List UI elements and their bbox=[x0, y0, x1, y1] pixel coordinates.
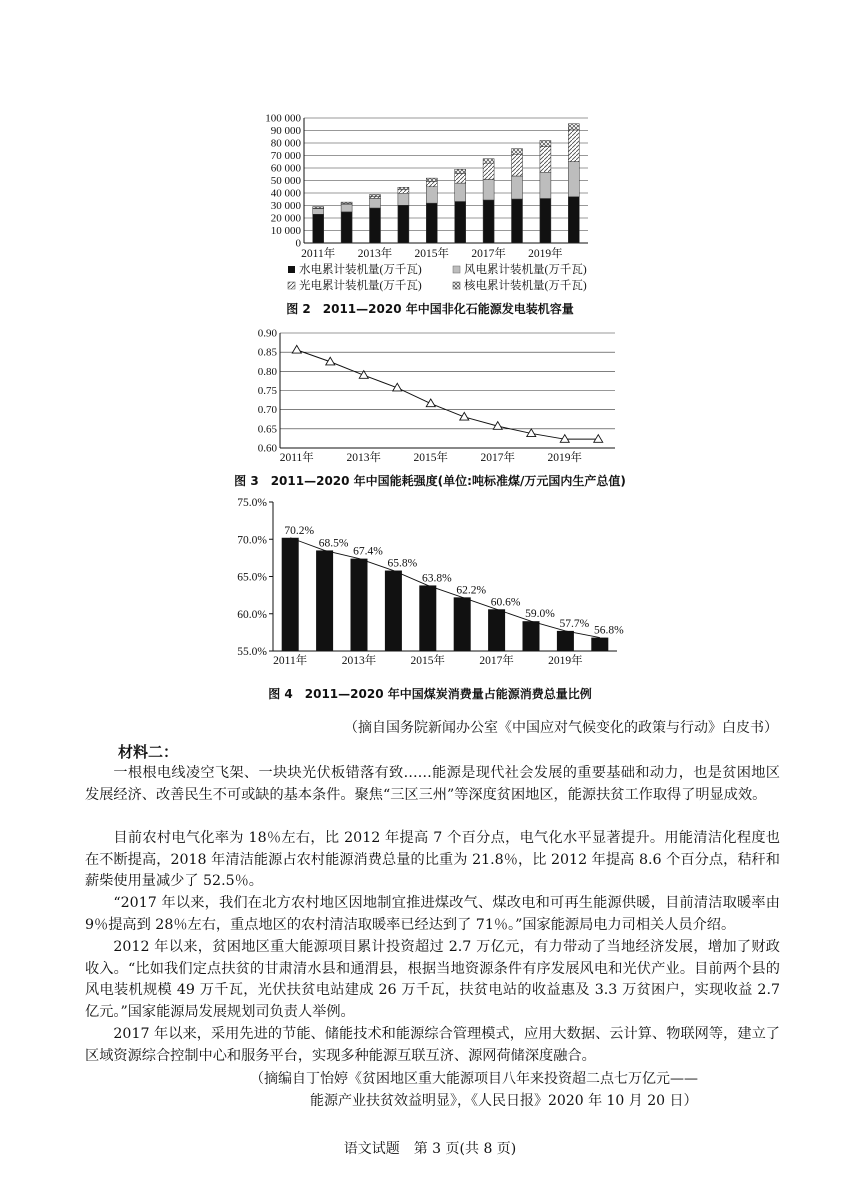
bar-wind bbox=[540, 172, 551, 198]
x-tick-label: 2019年 bbox=[547, 452, 582, 464]
x-tick-label: 2013年 bbox=[346, 452, 381, 464]
bar-hydro bbox=[455, 202, 466, 244]
data-point bbox=[292, 345, 301, 353]
y-tick-label: 60.0% bbox=[237, 608, 267, 621]
bar-wind bbox=[313, 209, 324, 215]
bar-wind bbox=[426, 187, 437, 203]
figure-2-chart bbox=[240, 108, 630, 293]
y-tick-label: 70 000 bbox=[270, 150, 301, 162]
x-tick-label: 2015年 bbox=[414, 248, 450, 260]
bar-solar bbox=[455, 174, 466, 184]
x-tick-label: 2017年 bbox=[479, 655, 514, 667]
bar bbox=[385, 571, 402, 651]
y-tick-label: 0.80 bbox=[257, 365, 277, 378]
data-label: 63.8% bbox=[421, 572, 452, 585]
y-tick-label: 0 bbox=[295, 237, 301, 250]
bar bbox=[454, 597, 471, 651]
legend-swatch-nuclear bbox=[453, 282, 460, 289]
x-tick-label: 2011年 bbox=[279, 452, 314, 464]
y-tick-label: 50 000 bbox=[270, 175, 301, 187]
bar-hydro bbox=[341, 212, 352, 243]
legend-swatch-hydro bbox=[288, 266, 295, 273]
bar-wind bbox=[512, 176, 523, 199]
material-two-heading: 材料二： bbox=[118, 743, 179, 761]
figure-2-legend bbox=[288, 262, 587, 292]
bar-hydro bbox=[313, 214, 324, 243]
trend-line bbox=[290, 538, 600, 638]
bar-solar bbox=[370, 196, 381, 198]
y-tick-label: 55.0% bbox=[237, 646, 267, 658]
y-tick-label: 90 000 bbox=[270, 125, 301, 137]
bar-wind bbox=[398, 193, 409, 205]
bar-nuclear bbox=[512, 149, 523, 155]
data-label: 65.8% bbox=[387, 557, 418, 570]
bar-wind bbox=[483, 180, 494, 201]
data-label: 56.8% bbox=[593, 624, 624, 637]
bar-hydro bbox=[398, 205, 409, 243]
bar-hydro bbox=[483, 200, 494, 243]
x-tick-label: 2013年 bbox=[341, 655, 377, 667]
bar-wind bbox=[455, 183, 466, 201]
y-tick-label: 0.70 bbox=[257, 404, 277, 417]
legend-label-hydro: 水电累计装机量(万千瓦) bbox=[299, 264, 422, 276]
bar-hydro bbox=[370, 208, 381, 243]
paragraph-4: 2012 年以来，贫困地区重大能源项目累计投资超过 2.7 万亿元，有力带动了当地经济发展，增加了财政收入。“比如我们定点扶贫的甘肃清水县和通渭县，根据当地资源条件有序发展风电和光伏产业。目前两个县的风电装机规模 49 万千瓦，光伏扶贫电站建成 26 万千瓦，扶贫电站的收益惠及 3.3 万贫困户，实现收益 2.7 亿元。”国家能源局发展规划司负责人举例。 bbox=[85, 939, 780, 1020]
paragraph-2: 目前农村电气化率为 18％左右，比 2012 年提高 7 个百分点，电气化水平显著提升。用能清洁化程度也在不断提高，2018 年清洁能源占农村能源消费总量的比重为 21.8％，比 2012 年提高 8.6 个百分点，秸秆和薪柴使用量减少了 52.5％。 bbox=[85, 830, 780, 889]
x-tick-label: 2015年 bbox=[413, 452, 448, 464]
data-label: 70.2% bbox=[284, 524, 315, 537]
bar-solar bbox=[398, 190, 409, 194]
bar bbox=[419, 585, 436, 651]
legend-label-nuclear: 核电累计装机量(万千瓦) bbox=[464, 280, 587, 292]
y-tick-label: 75.0% bbox=[237, 497, 267, 509]
figure-4-caption: 图 4 2011—2020 年中国煤炭消费量占能源消费总量比例 bbox=[268, 687, 592, 701]
bar-wind bbox=[341, 204, 352, 212]
x-tick-label: 2017年 bbox=[480, 452, 515, 464]
y-tick-label: 0.75 bbox=[257, 385, 277, 397]
data-label: 60.6% bbox=[490, 596, 521, 609]
y-tick-label: 0.90 bbox=[257, 327, 277, 340]
bar bbox=[488, 609, 505, 651]
x-tick-label: 2013年 bbox=[357, 248, 393, 260]
data-point bbox=[460, 412, 469, 420]
paragraph-1: 一根根电线凌空飞架、一块块光伏板错落有致……能源是现代社会发展的重要基础和动力，也是贫困地区发展经济、改善民生不可或缺的基本条件。聚焦“三区三州”等深度贫困地区，能源扶贫工作取得了明显成效。 bbox=[85, 765, 780, 803]
paragraph-5: 2017 年以来，采用先进的节能、储能技术和能源综合管理模式，应用大数据、云计算、物联网等，建立了区域资源综合控制中心和服务平台，实现多种能源互联互济、源网荷储深度融合。 bbox=[85, 1026, 780, 1064]
bar-hydro bbox=[540, 199, 551, 244]
bar-nuclear bbox=[540, 141, 551, 147]
bar-solar bbox=[483, 163, 494, 179]
y-tick-label: 0.85 bbox=[257, 346, 277, 359]
bar bbox=[557, 631, 574, 651]
y-tick-label: 30 000 bbox=[270, 200, 301, 212]
bar-nuclear bbox=[398, 187, 409, 190]
bar bbox=[591, 638, 608, 651]
y-tick-label: 70.0% bbox=[237, 534, 267, 547]
y-tick-label: 10 000 bbox=[270, 225, 301, 237]
legend-swatch-wind bbox=[453, 266, 460, 273]
source-citation-2-line2: 能源产业扶贫效益明显》，《人民日报》2020 年 10 月 20 日） bbox=[310, 1093, 698, 1109]
y-tick-label: 65.0% bbox=[237, 571, 267, 584]
bar-hydro bbox=[568, 197, 579, 243]
x-tick-label: 2011年 bbox=[273, 655, 308, 667]
y-tick-label: 20 000 bbox=[270, 212, 301, 225]
x-tick-label: 2019年 bbox=[548, 655, 583, 667]
page-footer: 语文试题 第 3 页(共 8 页) bbox=[343, 1141, 517, 1157]
figure-3-chart bbox=[240, 324, 630, 464]
data-point bbox=[594, 435, 603, 443]
x-tick-label: 2015年 bbox=[410, 655, 446, 667]
bar-hydro bbox=[512, 199, 523, 243]
bar-nuclear bbox=[426, 178, 437, 181]
figure-3-caption: 图 3 2011—2020 年中国能耗强度(单位:吨标准煤/万元国内生产总值) bbox=[234, 474, 626, 488]
legend-swatch-solar bbox=[288, 282, 295, 289]
source-citation-2-line1: （摘编自丁怡婷《贫困地区重大能源项目八年来投资超二点七万亿元—— bbox=[250, 1071, 698, 1087]
bar-nuclear bbox=[455, 169, 466, 173]
series-line bbox=[297, 350, 599, 439]
y-tick-label: 0.60 bbox=[257, 442, 277, 455]
data-label: 68.5% bbox=[318, 537, 349, 550]
bar-solar bbox=[426, 182, 437, 187]
bar-solar bbox=[568, 130, 579, 162]
y-tick-label: 0.65 bbox=[257, 423, 277, 436]
data-point bbox=[359, 371, 368, 379]
figure-4-chart bbox=[225, 494, 645, 670]
x-tick-label: 2011年 bbox=[301, 248, 336, 260]
bar-hydro bbox=[426, 203, 437, 243]
bar bbox=[523, 621, 540, 651]
x-tick-label: 2019年 bbox=[528, 248, 563, 260]
paragraph-3: “2017 年以来，我们在北方农村地区因地制宜推进煤改气、煤改电和可再生能源供暖，目前清洁取暖率由 9％提高到 28％左右，重点地区的农村清洁取暖率已经达到了 71％。”国家能源局电力司相关人员介绍。 bbox=[85, 895, 780, 933]
data-label: 57.7% bbox=[559, 617, 590, 630]
y-tick-label: 80 000 bbox=[270, 137, 301, 150]
y-tick-label: 100 000 bbox=[265, 112, 301, 125]
bar-nuclear bbox=[313, 207, 324, 209]
bar-solar bbox=[540, 147, 551, 173]
bar-wind bbox=[568, 162, 579, 197]
figure-2-caption: 图 2 2011—2020 年中国非化石能源发电装机容量 bbox=[286, 302, 574, 316]
source-citation: （摘自国务院新闻办公室《中国应对气候变化的政策与行动》白皮书） bbox=[344, 720, 778, 736]
data-point bbox=[426, 399, 435, 407]
bar-wind bbox=[370, 198, 381, 208]
legend-label-solar: 光电累计装机量(万千瓦) bbox=[299, 280, 422, 292]
bar bbox=[316, 550, 333, 651]
data-label: 59.0% bbox=[525, 608, 555, 621]
bar-solar bbox=[512, 154, 523, 176]
y-tick-label: 40 000 bbox=[270, 187, 301, 200]
bar bbox=[351, 559, 368, 651]
bar bbox=[282, 538, 299, 651]
bar-nuclear bbox=[483, 159, 494, 164]
bar-nuclear bbox=[370, 195, 381, 197]
bar-nuclear bbox=[568, 124, 579, 130]
y-tick-label: 60 000 bbox=[270, 162, 301, 175]
data-label: 67.4% bbox=[353, 545, 383, 558]
legend-label-wind: 风电累计装机量(万千瓦) bbox=[464, 264, 587, 276]
data-label: 62.2% bbox=[456, 584, 487, 597]
x-tick-label: 2017年 bbox=[471, 248, 506, 260]
bar-nuclear bbox=[341, 202, 352, 204]
